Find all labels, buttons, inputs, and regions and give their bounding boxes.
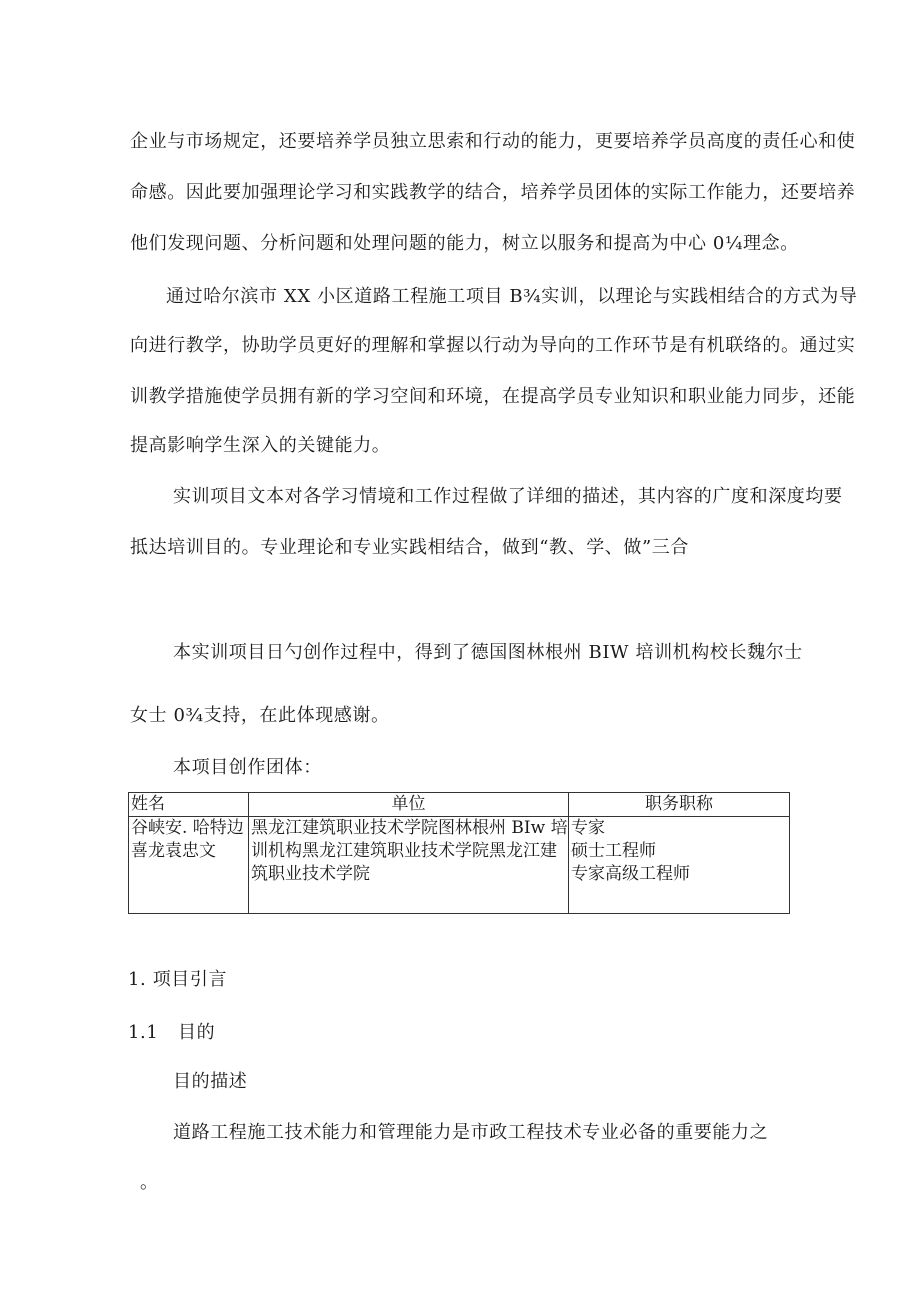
section-heading-1-1-text: 目的	[178, 1022, 216, 1043]
unit-line-1: 黑龙江建筑职业技术学院图林根州 BIw 培	[251, 818, 568, 838]
subsection-title: 目的描述	[173, 1071, 248, 1092]
trailing-period: 。	[140, 1172, 159, 1193]
title-line-2: 硕士工程师	[571, 841, 656, 861]
unit-line-2: 训机构黑龙江建筑职业技术学院黑龙江建	[251, 841, 557, 861]
paragraph-1-line-1: 企业与市场规定，还要培养学员独立思索和行动的能力，更要培养学员高度的责任心和使	[130, 131, 856, 152]
paragraph-3-line-2: 抵达培训目的。专业理论和专业实践相结合，做到“教、学、做”三合	[130, 537, 690, 558]
section-heading-1: 1. 项目引言	[128, 969, 228, 990]
paragraph-3-line-1: 实训项目文本对各学习情境和工作过程做了详细的描述，其内容的广度和深度均要	[173, 486, 843, 507]
section-heading-1-1-number: 1.1	[128, 1022, 159, 1043]
cell-names	[129, 817, 249, 914]
paragraph-2-line-3: 训教学措施使学员拥有新的学习空间和环境，在提高学员专业知识和职业能力同步，还能	[130, 386, 856, 407]
unit-line-3: 筑职业技术学院	[251, 864, 370, 884]
table-row	[129, 817, 790, 914]
header-unit: 单位	[249, 793, 569, 817]
team-table	[128, 792, 790, 914]
paragraph-2-line-4: 提高影响学生深入的关键能力。	[130, 435, 391, 456]
cell-titles	[569, 817, 790, 914]
title-line-3: 专家高级工程师	[571, 864, 690, 884]
paragraph-4-line-2: 女士 0¾支持，在此体现感谢。	[130, 705, 390, 726]
header-title: 职务职称	[569, 793, 790, 817]
title-line-1: 专家	[571, 818, 605, 838]
name-line-1: 谷峡安. 哈特边	[131, 818, 244, 838]
team-intro-text: 本项目创作团体：	[173, 757, 322, 778]
cell-units	[249, 817, 569, 914]
paragraph-4-line-1: 本实训项目日勺创作过程中，得到了德国图林根州 BIW 培训机构校长魏尔士	[173, 642, 803, 663]
body-line: 道路工程施工技术能力和管理能力是市政工程技术专业必备的重要能力之	[173, 1122, 769, 1143]
paragraph-2-line-2: 向进行教学，协助学员更好的理解和掌握以行动为导向的工作环节是有机联络的。通过实	[130, 335, 856, 356]
paragraph-1-line-2: 命感。因此要加强理论学习和实践教学的结合，培养学员团体的实际工作能力，还要培养	[130, 182, 856, 203]
paragraph-2-line-1: 通过哈尔滨市 XX 小区道路工程施工项目 B¾实训，以理论与实践相结合的方式为导	[166, 286, 858, 307]
name-line-2: 喜龙袁忠文	[131, 841, 216, 861]
header-name: 姓名	[129, 793, 249, 817]
table-header-row	[129, 793, 790, 817]
paragraph-1-line-3: 他们发现问题、分析问题和处理问题的能力，树立以服务和提高为中心 0¼理念。	[130, 233, 799, 254]
